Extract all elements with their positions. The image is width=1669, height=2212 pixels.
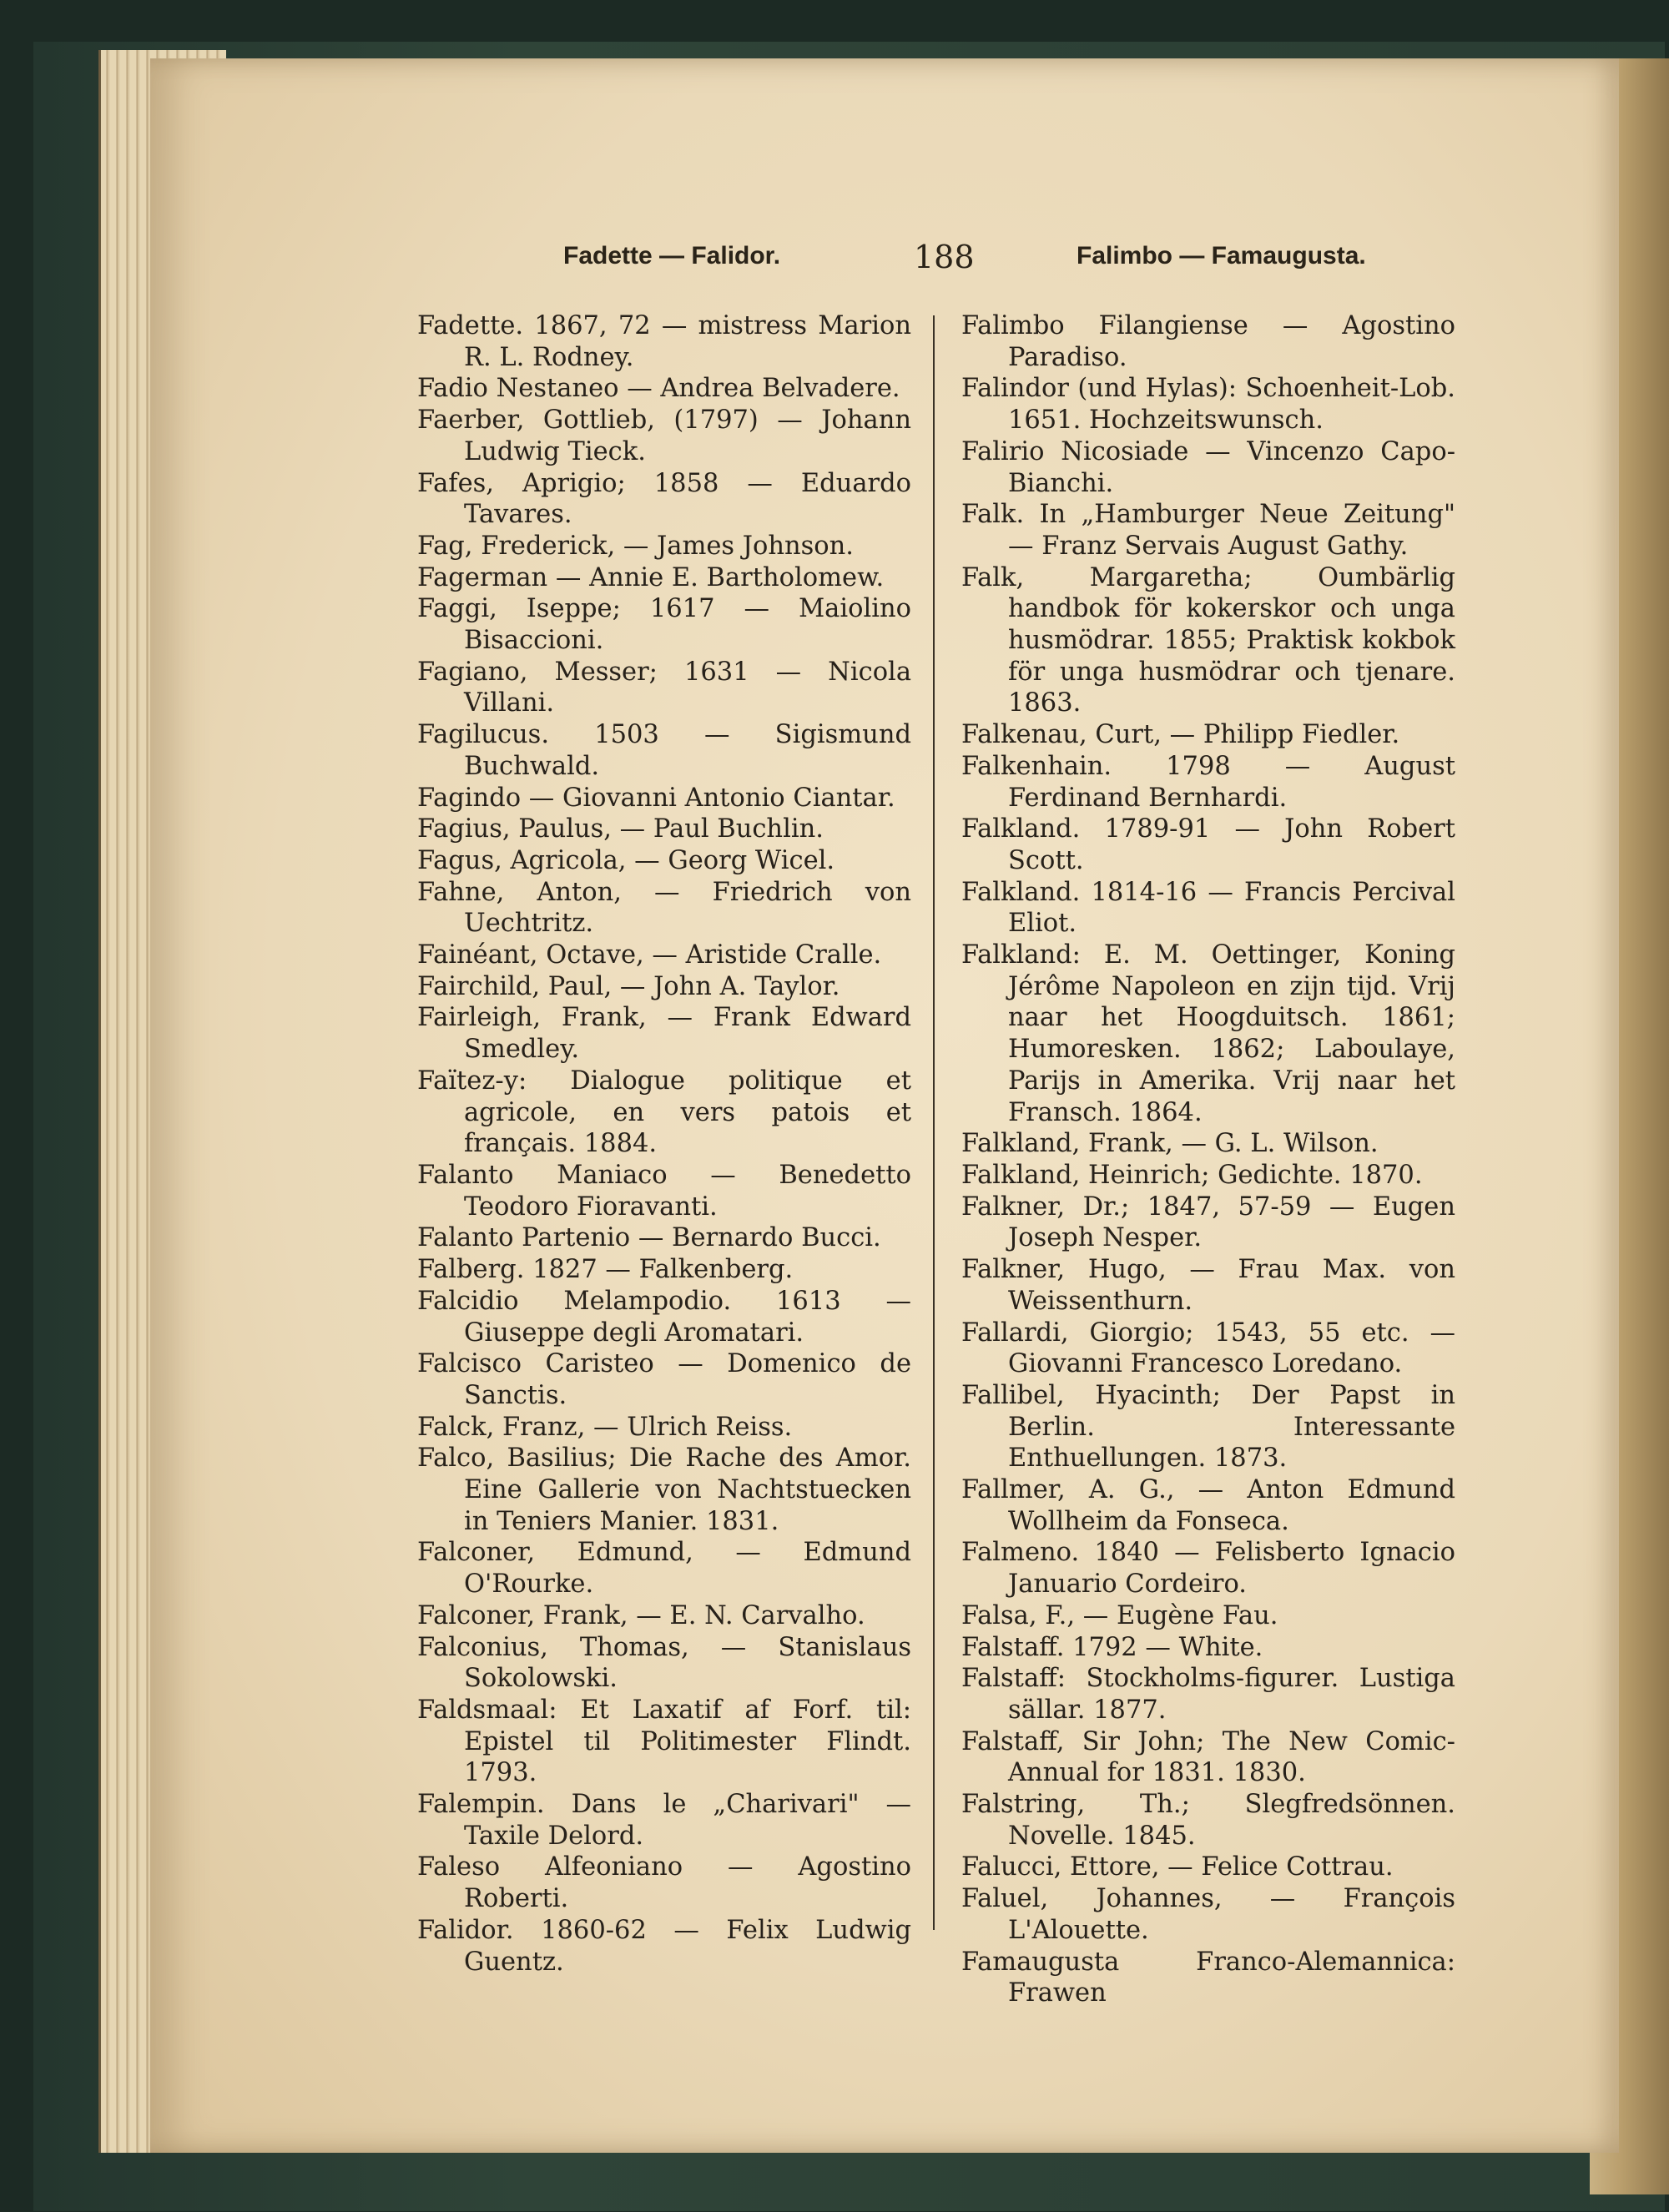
index-entry: Falco, Basilius; Die Rache des Amor. Eine Gallerie von Nachtstuecken in Teniers Manier. 1831. bbox=[417, 1444, 911, 1536]
index-entry: Falcidio Melampodio. 1613 — Giuseppe degli Aromatari. bbox=[417, 1286, 911, 1348]
index-entry: Falindor (und Hylas): Schoenheit-Lob. 1651. Hochzeitswunsch. bbox=[961, 374, 1455, 436]
index-entry: Falconer, Edmund, — Edmund O'Rourke. bbox=[417, 1538, 911, 1600]
index-entry: Falconius, Thomas, — Stanislaus Sokolowski. bbox=[417, 1632, 911, 1694]
index-entry: Fallardi, Giorgio; 1543, 55 etc. — Giovanni Francesco Loredano. bbox=[961, 1318, 1455, 1379]
index-entry: Falck, Franz, — Ulrich Reiss. bbox=[417, 1412, 793, 1442]
index-entry: Fairchild, Paul, — John A. Taylor. bbox=[417, 971, 840, 1001]
index-entry: Falucci, Ettore, — Felice Cottrau. bbox=[961, 1852, 1394, 1882]
index-entry: Faleso Alfeoniano — Agostino Roberti. bbox=[417, 1852, 911, 1914]
index-entry: Fallibel, Hyacinth; Der Papst in Berlin. Interessante Enthuellungen. 1873. bbox=[961, 1380, 1455, 1474]
index-entry: Famaugusta Franco-Alemannica: Frawen bbox=[961, 1947, 1455, 2008]
index-entry: Fahne, Anton, — Friedrich von Uechtritz. bbox=[417, 877, 911, 939]
column-rule bbox=[933, 315, 935, 1930]
index-entry: Fagius, Paulus, — Paul Buchlin. bbox=[417, 814, 824, 844]
index-entry: Fagus, Agricola, — Georg Wicel. bbox=[417, 845, 835, 875]
index-entry: Faerber, Gottlieb, (1797) — Johann Ludwig Tieck. bbox=[417, 406, 911, 466]
index-entry: Falstring, Th.; Slegfredsönnen. Novelle. 1845. bbox=[961, 1790, 1455, 1851]
index-entry: Falkenau, Curt, — Philipp Fiedler. bbox=[961, 720, 1400, 750]
index-entry: Falempin. Dans le „Charivari" — Taxile Delord. bbox=[417, 1790, 911, 1851]
index-entry: Fadette. 1867, 72 — mistress Marion R. L. Rodney. bbox=[417, 311, 911, 372]
index-entry: Falkner, Hugo, — Frau Max. von Weissenthurn. bbox=[961, 1255, 1455, 1316]
index-entry: Fagilucus. 1503 — Sigismund Buchwald. bbox=[417, 720, 911, 781]
index-entry: Falkland. 1814-16 — Francis Percival Eliot. bbox=[961, 877, 1455, 939]
index-entry: Falberg. 1827 — Falkenberg. bbox=[417, 1255, 794, 1285]
index-entry: Falk. In „Hamburger Neue Zeitung" — Franz Servais August Gathy. bbox=[961, 500, 1455, 561]
running-head-right: Falimbo — Famaugusta. bbox=[1077, 242, 1366, 270]
index-entry: Falk, Margaretha; Oumbärlig handbok för kokerskor och unga husmödrar. 1855; Praktisk kokbok för unga husmödrar och tjenare. 1863. bbox=[961, 562, 1455, 718]
index-entry: Falmeno. 1840 — Felisberto Ignacio Januario Cordeiro. bbox=[961, 1538, 1455, 1600]
index-entry: Falstaff: Stockholms-figurer. Lustiga sällar. 1877. bbox=[961, 1664, 1455, 1725]
index-entry: Falkenhain. 1798 — August Ferdinand Bernhardi. bbox=[961, 751, 1455, 813]
index-entry: Fagindo — Giovanni Antonio Ciantar. bbox=[417, 783, 895, 813]
index-entry: Fagiano, Messer; 1631 — Nicola Villani. bbox=[417, 657, 911, 718]
right-column bbox=[961, 310, 1455, 2009]
index-entry: Fagerman — Annie E. Bartholomew. bbox=[417, 562, 885, 592]
index-entry: Faggi, Iseppe; 1617 — Maiolino Bisaccioni. bbox=[417, 594, 911, 656]
index-entry: Falidor. 1860-62 — Felix Ludwig Guentz. bbox=[417, 1915, 911, 1977]
index-entry: Fafes, Aprigio; 1858 — Eduardo Tavares. bbox=[417, 468, 911, 530]
index-entry: Falsa, F., — Eugène Fau. bbox=[961, 1600, 1278, 1630]
index-entry: Falkland. 1789-91 — John Robert Scott. bbox=[961, 814, 1455, 875]
page-number: 188 bbox=[914, 239, 975, 275]
index-entry: Fag, Frederick, — James Johnson. bbox=[417, 531, 854, 561]
running-head-left: Fadette — Falidor. bbox=[563, 242, 781, 270]
index-entry: Falkland, Frank, — G. L. Wilson. bbox=[961, 1129, 1379, 1159]
index-entry: Faluel, Johannes, — François L'Alouette. bbox=[961, 1884, 1455, 1945]
left-column bbox=[417, 310, 911, 1978]
index-entry: Faïtez-y: Dialogue politique et agricole, en vers patois et français. 1884. bbox=[417, 1066, 911, 1159]
index-entry: Falstaff. 1792 — White. bbox=[961, 1632, 1263, 1662]
index-entry: Falconer, Frank, — E. N. Carvalho. bbox=[417, 1600, 865, 1630]
index-entry: Fallmer, A. G., — Anton Edmund Wollheim da Fonseca. bbox=[961, 1475, 1455, 1536]
index-entry: Falkner, Dr.; 1847, 57-59 — Eugen Joseph Nesper. bbox=[961, 1192, 1455, 1253]
index-entry: Falkland: E. M. Oettinger, Koning Jérôme Napoleon en zijn tijd. Vrij naar het Hoogduitsch. 1861; Humoresken. 1862; Laboulaye, Parijs in Amerika. Vrij naar het Fransch. 1864. bbox=[961, 940, 1455, 1127]
index-entry: Falkland, Heinrich; Gedichte. 1870. bbox=[961, 1160, 1423, 1190]
index-entry: Falanto Maniaco — Benedetto Teodoro Fioravanti. bbox=[417, 1160, 911, 1222]
index-entry: Fairleigh, Frank, — Frank Edward Smedley. bbox=[417, 1003, 911, 1065]
index-entry: Fadio Nestaneo — Andrea Belvadere. bbox=[417, 374, 900, 404]
index-entry: Falcisco Caristeo — Domenico de Sanctis. bbox=[417, 1349, 911, 1410]
index-entry: Falimbo Filangiense — Agostino Paradiso. bbox=[961, 311, 1455, 372]
index-entry: Falirio Nicosiade — Vincenzo Capo-Bianchi. bbox=[961, 436, 1455, 498]
index-entry: Fainéant, Octave, — Aristide Cralle. bbox=[417, 940, 882, 970]
index-entry: Falstaff, Sir John; The New Comic-Annual for 1831. 1830. bbox=[961, 1726, 1455, 1788]
index-entry: Faldsmaal: Et Laxatif af Forf. til: Epistel til Politimester Flindt. 1793. bbox=[417, 1695, 911, 1788]
index-entry: Falanto Partenio — Bernardo Bucci. bbox=[417, 1223, 881, 1253]
